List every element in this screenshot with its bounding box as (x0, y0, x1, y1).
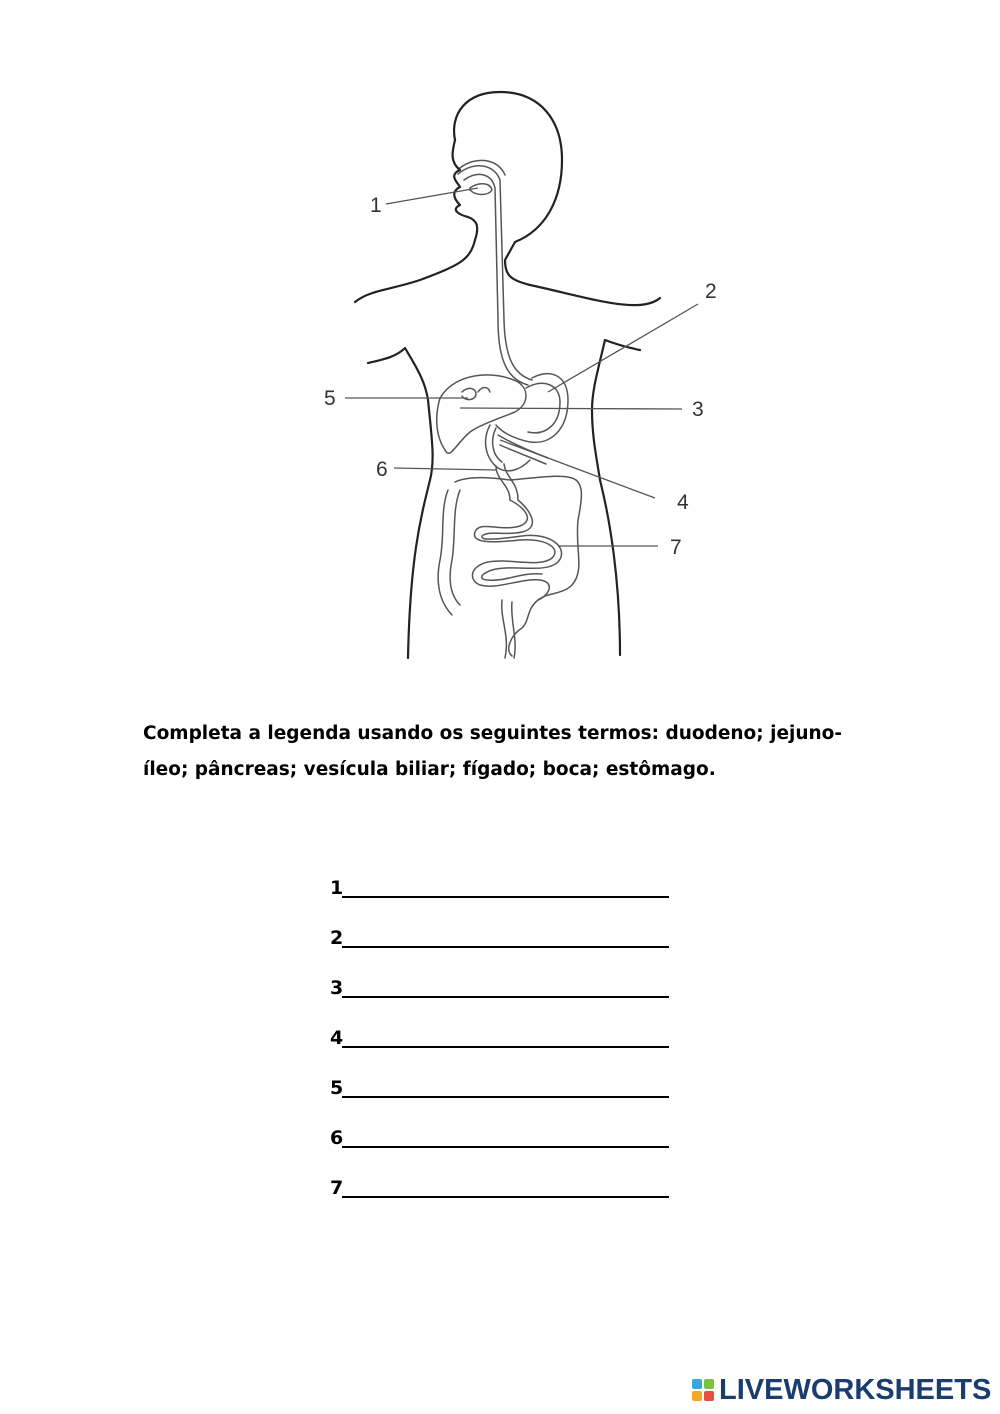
answer-blank-2[interactable] (342, 924, 669, 948)
diagram-label-1: 1 (370, 194, 382, 217)
answer-list (330, 850, 669, 1200)
answer-row (330, 850, 669, 900)
logo-square-icon (692, 1391, 702, 1401)
answer-number: 5 (330, 1077, 344, 1099)
diagram-label-4: 4 (677, 491, 689, 514)
body-outline-left-torso (368, 348, 433, 658)
answer-blank-5[interactable] (342, 1074, 669, 1098)
body-outline-head (454, 92, 660, 305)
body-outline-face (355, 140, 477, 302)
liver (437, 375, 526, 453)
diagram-label-2: 2 (705, 280, 717, 303)
answer-row (330, 900, 669, 950)
diagram-label-6: 6 (376, 458, 388, 481)
answer-row (330, 1100, 669, 1150)
digestive-system-diagram (300, 80, 760, 670)
instructions-text: Completa a legenda usando os seguintes termos: duodeno; jejuno-íleo; pâncreas; vesícula biliar; fígado; boca; estômago. (143, 723, 843, 780)
leader-2 (548, 304, 698, 392)
diagram-label-7: 7 (670, 536, 682, 559)
logo-square-icon (692, 1379, 702, 1389)
leader-1 (386, 188, 478, 204)
answer-number: 1 (330, 877, 344, 899)
answer-row (330, 1050, 669, 1100)
leader-3 (460, 408, 682, 409)
answer-blank-3[interactable] (342, 974, 669, 998)
oesophagus (458, 166, 532, 385)
answer-number: 7 (330, 1177, 344, 1199)
leader-6 (394, 468, 496, 470)
answer-row (330, 1150, 669, 1200)
answer-blank-7[interactable] (342, 1174, 669, 1198)
liveworksheets-logo-icon (692, 1379, 714, 1401)
pancreas (498, 435, 548, 464)
answer-row (330, 1000, 669, 1050)
liveworksheets-brand[interactable] (692, 1374, 991, 1406)
diagram-label-3: 3 (692, 398, 704, 421)
answer-number: 6 (330, 1127, 344, 1149)
leader-4 (500, 440, 655, 498)
answer-blank-6[interactable] (342, 1124, 669, 1148)
answer-blank-1[interactable] (342, 874, 669, 898)
large-intestine (438, 476, 581, 656)
brand-name: LIVEWORKSHEETS (719, 1373, 992, 1406)
answer-row (330, 950, 669, 1000)
small-intestine (472, 500, 561, 600)
answer-number: 3 (330, 977, 344, 999)
answer-number: 4 (330, 1027, 344, 1049)
answer-blank-4[interactable] (342, 1024, 669, 1048)
logo-square-icon (704, 1379, 714, 1389)
body-outline-right-torso (592, 340, 640, 655)
answer-number: 2 (330, 927, 344, 949)
logo-square-icon (704, 1391, 714, 1401)
diagram-label-5: 5 (324, 387, 336, 410)
